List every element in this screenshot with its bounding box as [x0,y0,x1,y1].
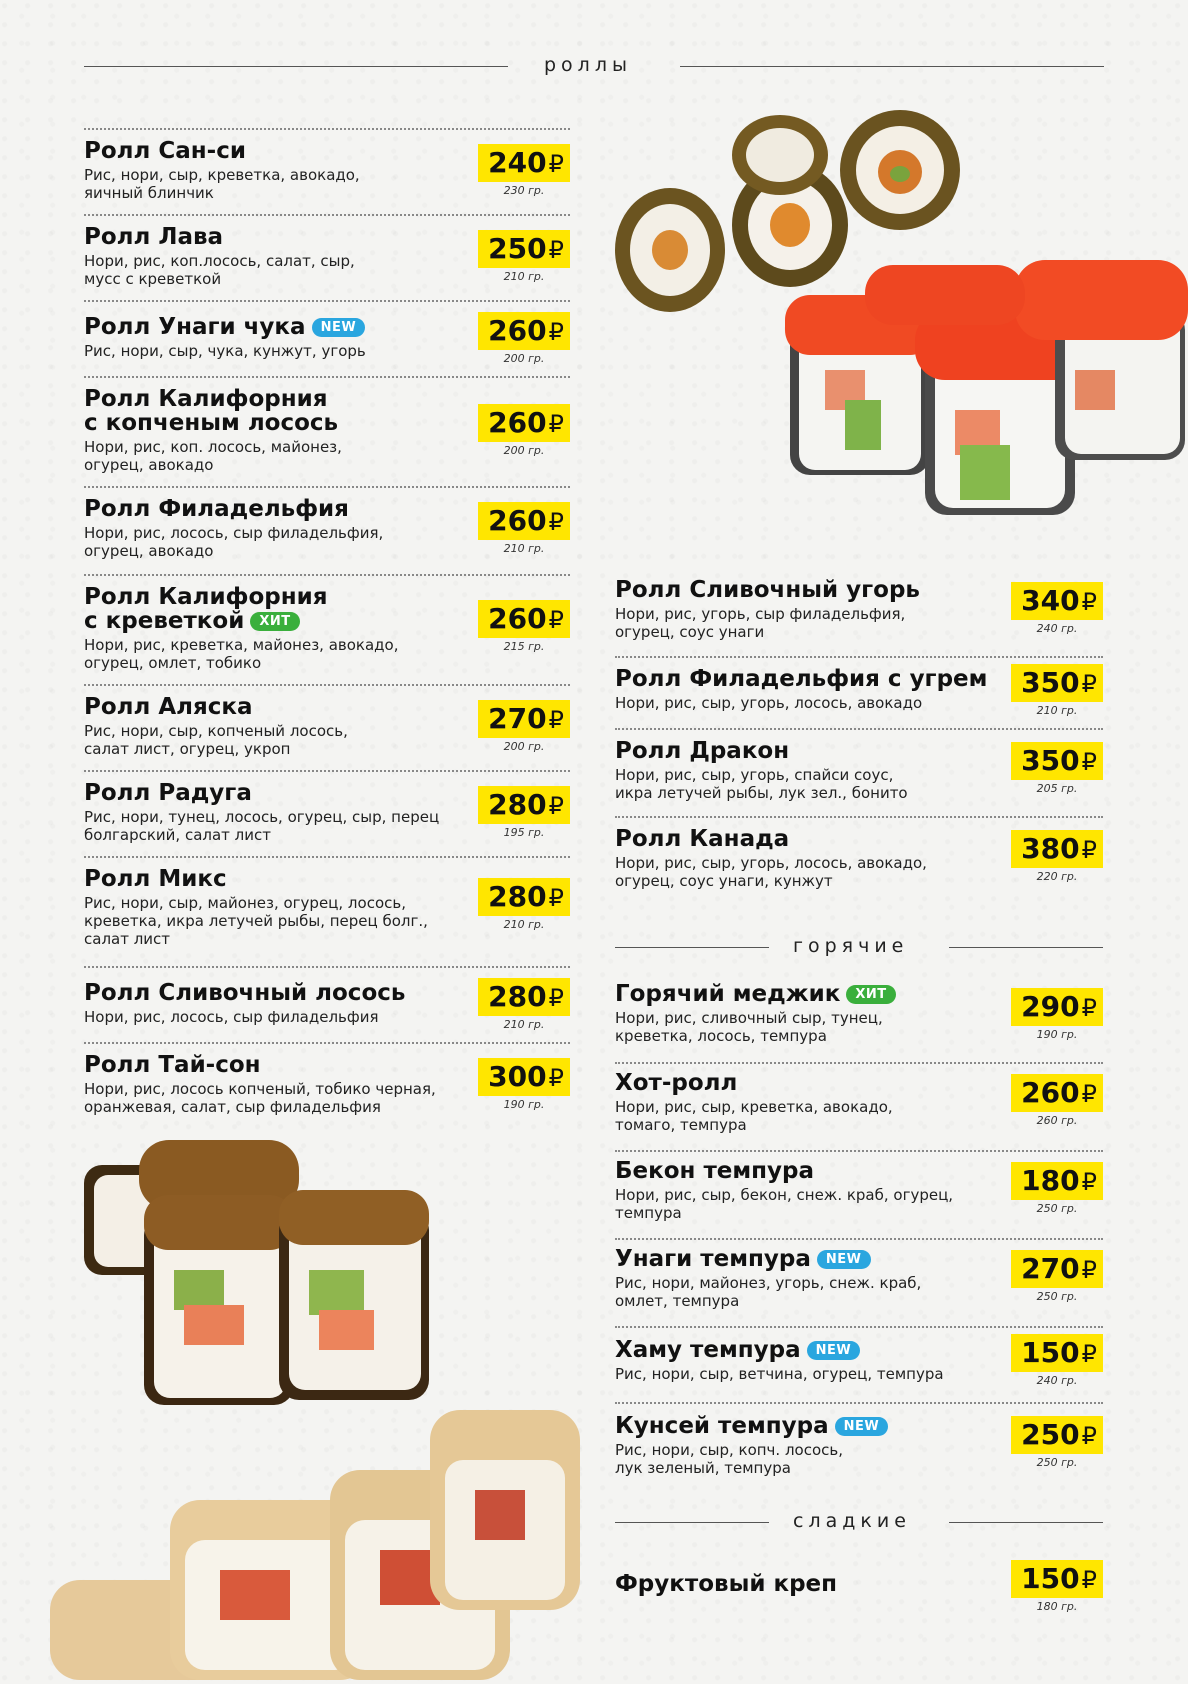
weight-label: 220 гр. [1036,870,1078,883]
item-name: Ролл Дракон [615,738,790,764]
weight-label: 180 гр. [1036,1600,1078,1613]
tobiko-rolls-photo [785,250,1188,535]
item-description: Рис, нори, сыр, копченый лосось, салат лист, огурец, укроп [84,722,348,758]
price-block [478,312,570,366]
menu-item [84,856,570,966]
price-block [1011,664,1103,718]
price-block [478,878,570,932]
item-description: Рис, нори, сыр, креветка, авокадо, яичный блинчик [84,166,360,202]
price-block [478,700,570,754]
divider-line [949,1522,1103,1523]
item-name: Ролл Сливочный угорь [615,577,920,603]
weight-label: 260 гр. [1036,1114,1078,1127]
item-name: Ролл Канада [615,826,790,852]
price-block [478,600,570,654]
item-description: Рис, нори, сыр, майонез, огурец, лосось, креветка, икра летучей рыбы, перец болг., салат лист [84,894,428,948]
price-block [478,404,570,458]
menu-item [84,966,570,1042]
item-description: Нори, рис, лосось, сыр филадельфия, огурец, авокадо [84,524,384,560]
item-name: Кунсей темпура NEW [615,1404,1103,1438]
item-name: Ролл Радуга [84,780,252,806]
menu-item [84,376,570,486]
item-description: Рис, нори, майонез, угорь, снеж. краб, омлет, темпура [615,1274,922,1310]
menu-item [84,214,570,300]
price-tag: 270₽ [1011,1250,1103,1288]
item-name: Ролл Калифорния [84,584,328,610]
weight-label: 240 гр. [1036,622,1078,635]
price-tag: 280₽ [478,786,570,824]
item-name: Ролл Лава [84,224,224,250]
price-tag: 250₽ [1011,1416,1103,1454]
weight-label: 205 гр. [1036,782,1078,795]
item-name: Хаму темпура NEW [615,1328,1103,1362]
price-tag: 150₽ [1011,1560,1103,1598]
item-name-line2: с копченым лосось [84,410,339,436]
price-tag: 280₽ [478,878,570,916]
price-tag: 180₽ [1011,1162,1103,1200]
weight-label: 210 гр. [503,918,545,931]
price-block [478,230,570,284]
item-description: Нори, рис, лосось копченый, тобико черная, оранжевая, салат, сыр филадельфия [84,1080,436,1116]
item-name-line2: с креветкой ХИТ [84,609,570,633]
price-tag: 280₽ [478,978,570,1016]
price-tag: 350₽ [1011,742,1103,780]
item-name: Ролл Сливочный лосось [84,980,406,1006]
price-tag: 340₽ [1011,582,1103,620]
menu-item [615,568,1103,656]
price-tag: 290₽ [1011,988,1103,1026]
price-block [1011,1074,1103,1128]
item-description: Нори, рис, сыр, креветка, авокадо, томаго, темпура [615,1098,893,1134]
item-name: Ролл Унаги чука NEW [84,302,570,339]
item-description: Рис, нори, тунец, лосось, огурец, сыр, перец болгарский, салат лист [84,808,440,844]
menu-item [84,128,570,214]
weight-label: 200 гр. [503,444,545,457]
price-tag: 260₽ [478,600,570,638]
sweet-menu-column [615,1556,1103,1626]
item-description: Рис, нори, сыр, чука, кунжут, угорь [84,342,366,360]
item-name: Унаги темпура NEW [615,1240,1103,1271]
menu-item [615,816,1103,906]
new-badge: NEW [835,1417,889,1436]
item-description: Нори, рис, сыр, угорь, спайси соус, икра летучей рыбы, лук зел., бонито [615,766,908,802]
menu-item [84,486,570,574]
item-description: Нори, рис, сыр, бекон, снеж. краб, огурец, темпура [615,1186,954,1222]
price-block [1011,830,1103,884]
right-menu-column [615,568,1103,906]
price-tag: 150₽ [1011,1334,1103,1372]
weight-label: 250 гр. [1036,1456,1078,1469]
item-description: Нори, рис, коп.лосось, салат, сыр, мусс с креветкой [84,252,355,288]
menu-item [84,300,570,376]
item-name: Ролл Филадельфия [84,496,349,522]
weight-label: 210 гр. [503,542,545,555]
item-description: Нори, рис, сыр, угорь, лосось, авокадо, огурец, соус унаги, кунжут [615,854,927,890]
menu-item [84,684,570,770]
item-name: Ролл Калифорния [84,386,328,412]
price-block [1011,1250,1103,1304]
divider-line [949,947,1103,948]
menu-item [615,976,1103,1062]
item-name: Ролл Аляска [84,694,253,720]
item-description: Нори, рис, креветка, майонез, авокадо, огурец, омлет, тобико [84,636,399,672]
hit-badge: ХИТ [250,612,299,631]
menu-item [615,728,1103,816]
item-description: Нори, рис, лосось, сыр филадельфия [84,1008,379,1026]
hit-badge: ХИТ [846,985,895,1004]
price-tag: 270₽ [478,700,570,738]
price-block [1011,742,1103,796]
section-header-sweet [615,1510,1103,1534]
price-tag: 260₽ [478,312,570,350]
price-block [478,1058,570,1112]
section-header-rolls [84,54,1104,78]
weight-label: 200 гр. [503,740,545,753]
weight-label: 210 гр. [503,1018,545,1031]
price-block [478,978,570,1032]
weight-label: 210 гр. [503,270,545,283]
item-description: Рис, нори, сыр, копч. лосось, лук зеленый, темпура [615,1441,844,1477]
price-block [478,502,570,556]
divider-line [680,66,1104,67]
weight-label: 210 гр. [1036,704,1078,717]
weight-label: 240 гр. [1036,1374,1078,1387]
menu-item [615,656,1103,728]
menu-item [615,1402,1103,1490]
section-title: роллы [544,54,632,76]
section-title: горячие [793,935,909,957]
divider-line [84,66,508,67]
price-block [478,786,570,840]
weight-label: 250 гр. [1036,1202,1078,1215]
item-name: Фруктовый креп [615,1571,838,1597]
item-name: Ролл Филадельфия с угрем [615,666,988,692]
item-name: Хот-ролл [615,1070,738,1096]
section-title: сладкие [793,1510,911,1532]
weight-label: 190 гр. [503,1098,545,1111]
price-block [1011,582,1103,636]
menu-item [84,770,570,856]
weight-label: 195 гр. [503,826,545,839]
menu-item [84,574,570,684]
eel-rolls-photo [84,1140,444,1410]
weight-label: 230 гр. [503,184,545,197]
weight-label: 250 гр. [1036,1290,1078,1303]
new-badge: NEW [312,318,366,337]
price-tag: 260₽ [1011,1074,1103,1112]
divider-line [615,1522,769,1523]
menu-item [84,1042,570,1130]
price-tag: 300₽ [478,1058,570,1096]
price-tag: 260₽ [478,404,570,442]
price-block [1011,1334,1103,1388]
price-tag: 260₽ [478,502,570,540]
item-description: Рис, нори, сыр, ветчина, огурец, темпура [615,1365,944,1383]
item-description: Нори, рис, сливочный сыр, тунец, креветка, лосось, темпура [615,1009,883,1045]
hot-menu-column [615,976,1103,1490]
price-block [1011,1560,1103,1614]
item-name: Бекон темпура [615,1158,815,1184]
item-name: Ролл Микс [84,866,227,892]
price-block [1011,1162,1103,1216]
item-name: Ролл Сан-си [84,138,246,164]
left-menu-column [84,128,570,1130]
item-description: Нори, рис, угорь, сыр филадельфия, огурец, соус унаги [615,605,906,641]
new-badge: NEW [817,1250,871,1269]
price-tag: 350₽ [1011,664,1103,702]
item-name: Горячий меджик ХИТ [615,976,1103,1006]
weight-label: 200 гр. [503,352,545,365]
menu-item [615,1150,1103,1238]
item-name: Ролл Тай-сон [84,1052,261,1078]
price-block [478,144,570,198]
item-description: Нори, рис, коп. лосось, майонез, огурец, авокадо [84,438,342,474]
price-tag: 240₽ [478,144,570,182]
price-tag: 250₽ [478,230,570,268]
weight-label: 215 гр. [503,640,545,653]
price-block [1011,988,1103,1042]
weight-label: 190 гр. [1036,1028,1078,1041]
price-tag: 380₽ [1011,830,1103,868]
item-description: Нори, рис, сыр, угорь, лосось, авокадо [615,694,923,712]
divider-line [615,947,769,948]
price-block [1011,1416,1103,1470]
new-badge: NEW [807,1341,861,1360]
menu-item [615,1556,1103,1626]
menu-item [615,1238,1103,1326]
menu-item [615,1062,1103,1150]
menu-item [615,1326,1103,1402]
bonito-rolls-photo [50,1410,580,1680]
section-header-hot [615,935,1103,959]
